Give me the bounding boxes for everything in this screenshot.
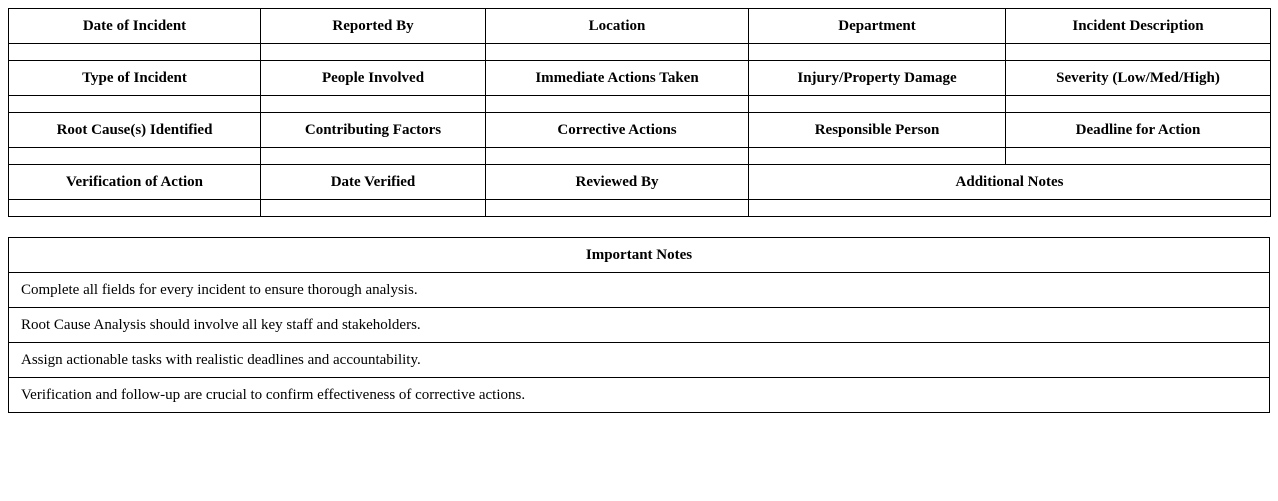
header-row-4 — [9, 165, 1271, 200]
header-deadline-for-action: Deadline for Action — [1006, 113, 1271, 148]
header-date-of-incident: Date of Incident — [9, 9, 261, 44]
header-row-2 — [9, 61, 1271, 96]
header-verification-of-action: Verification of Action — [9, 165, 261, 200]
note-item: Assign actionable tasks with realistic deadlines and accountability. — [9, 343, 1270, 378]
notes-title: Important Notes — [9, 238, 1270, 273]
header-additional-notes: Additional Notes — [749, 165, 1271, 200]
note-row — [9, 343, 1270, 378]
immediate-actions-field[interactable] — [486, 96, 749, 113]
input-row-3 — [9, 148, 1271, 165]
date-of-incident-field[interactable] — [9, 44, 261, 61]
header-location: Location — [486, 9, 749, 44]
header-row-3 — [9, 113, 1271, 148]
location-field[interactable] — [486, 44, 749, 61]
note-item: Verification and follow-up are crucial to confirm effectiveness of corrective actions. — [9, 378, 1270, 413]
root-causes-field[interactable] — [9, 148, 261, 165]
header-responsible-person: Responsible Person — [749, 113, 1006, 148]
type-of-incident-field[interactable] — [9, 96, 261, 113]
header-injury-property-damage: Injury/Property Damage — [749, 61, 1006, 96]
header-severity: Severity (Low/Med/High) — [1006, 61, 1271, 96]
notes-title-row — [9, 238, 1270, 273]
corrective-actions-field[interactable] — [486, 148, 749, 165]
reported-by-field[interactable] — [261, 44, 486, 61]
header-immediate-actions: Immediate Actions Taken — [486, 61, 749, 96]
incident-form-table — [8, 8, 1271, 217]
reviewed-by-field[interactable] — [486, 200, 749, 217]
input-row-1 — [9, 44, 1271, 61]
incident-description-field[interactable] — [1006, 44, 1271, 61]
responsible-person-field[interactable] — [749, 148, 1006, 165]
header-reported-by: Reported By — [261, 9, 486, 44]
note-row — [9, 308, 1270, 343]
note-item: Root Cause Analysis should involve all key staff and stakeholders. — [9, 308, 1270, 343]
header-people-involved: People Involved — [261, 61, 486, 96]
additional-notes-field[interactable] — [749, 200, 1271, 217]
people-involved-field[interactable] — [261, 96, 486, 113]
header-row-1 — [9, 9, 1271, 44]
note-row — [9, 273, 1270, 308]
note-item: Complete all fields for every incident to ensure thorough analysis. — [9, 273, 1270, 308]
header-department: Department — [749, 9, 1006, 44]
input-row-4 — [9, 200, 1271, 217]
severity-field[interactable] — [1006, 96, 1271, 113]
header-incident-description: Incident Description — [1006, 9, 1271, 44]
verification-of-action-field[interactable] — [9, 200, 261, 217]
header-date-verified: Date Verified — [261, 165, 486, 200]
header-contributing-factors: Contributing Factors — [261, 113, 486, 148]
injury-property-damage-field[interactable] — [749, 96, 1006, 113]
department-field[interactable] — [749, 44, 1006, 61]
date-verified-field[interactable] — [261, 200, 486, 217]
contributing-factors-field[interactable] — [261, 148, 486, 165]
header-corrective-actions: Corrective Actions — [486, 113, 749, 148]
header-type-of-incident: Type of Incident — [9, 61, 261, 96]
important-notes-table — [8, 237, 1270, 413]
note-row — [9, 378, 1270, 413]
deadline-for-action-field[interactable] — [1006, 148, 1271, 165]
input-row-2 — [9, 96, 1271, 113]
header-root-causes: Root Cause(s) Identified — [9, 113, 261, 148]
header-reviewed-by: Reviewed By — [486, 165, 749, 200]
